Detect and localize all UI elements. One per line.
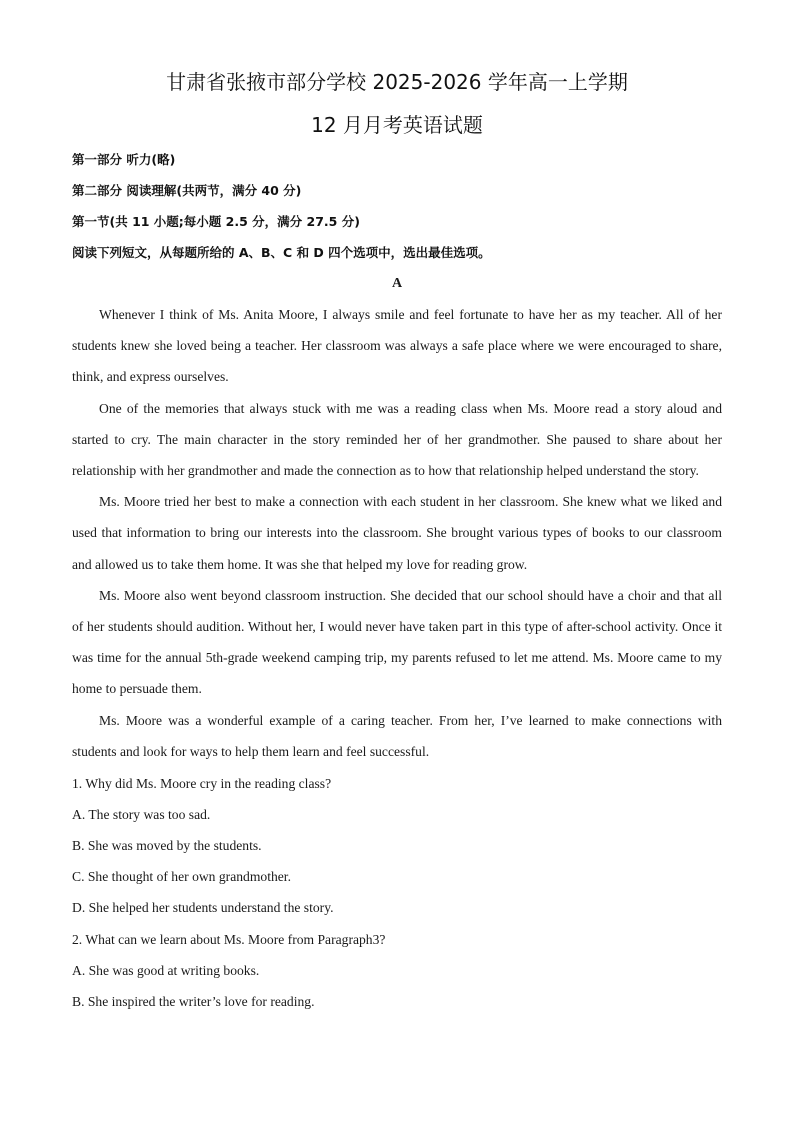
passage-paragraph: One of the memories that always stuck with me was a reading class when Ms. Moore read a story aloud and started to cry. The main character in the story reminded her of her grandmother. She paused to share about her relationship with her grandmother and made the connection as to how that relationship helped understand the story. — [72, 400, 722, 479]
passage-paragraph: Ms. Moore also went beyond classroom instruction. She decided that our school should have a choir and that all of her students should audition. Without her, I would never have taken part in this type of after-school activity. Once it was time for the annual 5th-grade weekend camping trip, my parents refused to let me attend. Ms. Moore came to my home to persuade them. — [72, 587, 722, 697]
question-2-option-a: A. She was good at writing books. — [72, 963, 260, 978]
passage-label: A — [391, 276, 403, 291]
question-1-option-d: D. She helped her students understand the story. — [72, 900, 334, 915]
question-2-stem: 2. What can we learn about Ms. Moore from Paragraph3? — [72, 932, 386, 947]
section-one-heading: 第一节(共 11 小题;每小题 2.5 分，满分 27.5 分) — [72, 214, 360, 229]
passage-paragraph: Ms. Moore was a wonderful example of a caring teacher. From her, I’ve learned to make connections with students and look for ways to help them learn and feel successful. — [72, 712, 722, 759]
exam-title-line-1: 甘肃省张掖市部分学校 2025-2026 学年高一上学期 — [166, 70, 628, 94]
question-1-option-a: A. The story was too sad. — [72, 807, 211, 822]
passage-body — [72, 299, 722, 767]
passage-paragraph: Ms. Moore tried her best to make a connection with each student in her classroom. She knew what we liked and used that information to bring our interests into the classroom. She brought various types of books to our classroom and allowed us to take them home. It was she that helped my love for reading grow. — [72, 494, 722, 572]
question-1-option-b: B. She was moved by the students. — [72, 838, 262, 853]
passage-paragraph: Whenever I think of Ms. Anita Moore, I always smile and feel fortunate to have her as my teacher. All of her students knew she loved being a teacher. Her classroom was always a safe place where we were encouraged to share, think, and express ourselves. — [72, 307, 722, 385]
part-one-heading: 第一部分 听力(略) — [72, 152, 176, 167]
question-2-option-b: B. She inspired the writer’s love for reading. — [72, 994, 315, 1009]
exam-title-line-2: 12 月月考英语试题 — [311, 113, 483, 137]
reading-instruction: 阅读下列短文，从每题所给的 A、B、C 和 D 四个选项中，选出最佳选项。 — [72, 245, 491, 260]
part-two-heading: 第二部分 阅读理解(共两节，满分 40 分) — [72, 183, 302, 198]
question-1-option-c: C. She thought of her own grandmother. — [72, 869, 291, 884]
question-1-stem: 1. Why did Ms. Moore cry in the reading class? — [72, 776, 332, 791]
